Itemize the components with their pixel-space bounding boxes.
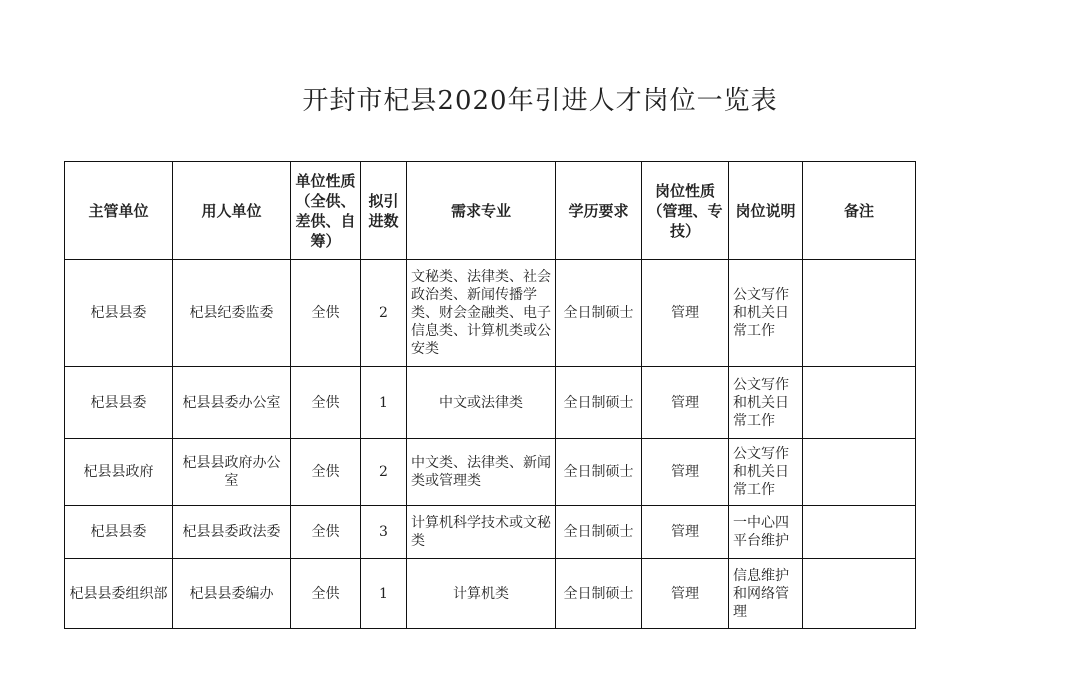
cell-note: [803, 439, 916, 506]
cell-count: 3: [361, 506, 407, 559]
cell-note: [803, 367, 916, 439]
cell-post-type: 管理: [642, 260, 729, 367]
header-supervisor: 主管单位: [65, 162, 173, 260]
cell-major: 计算机类: [407, 559, 556, 629]
cell-count: 1: [361, 367, 407, 439]
cell-note: [803, 559, 916, 629]
cell-major: 文秘类、法律类、社会政治类、新闻传播学类、财会金融类、电子信息类、计算机类或公安类: [407, 260, 556, 367]
table-row: [65, 559, 916, 629]
cell-count: 2: [361, 260, 407, 367]
cell-post-desc: 信息维护和网络管理: [729, 559, 803, 629]
cell-nature: 全供: [291, 559, 361, 629]
cell-major: 中文类、法律类、新闻类或管理类: [407, 439, 556, 506]
cell-nature: 全供: [291, 367, 361, 439]
cell-degree: 全日制硕士: [556, 506, 642, 559]
table-row: [65, 260, 916, 367]
cell-degree: 全日制硕士: [556, 439, 642, 506]
header-count: 拟引进数: [361, 162, 407, 260]
header-employer: 用人单位: [173, 162, 291, 260]
cell-employer: 杞县县委编办: [173, 559, 291, 629]
header-major: 需求专业: [407, 162, 556, 260]
cell-supervisor: 杞县县委组织部: [65, 559, 173, 629]
cell-employer: 杞县纪委监委: [173, 260, 291, 367]
cell-employer: 杞县县委办公室: [173, 367, 291, 439]
cell-post-desc: 公文写作和机关日常工作: [729, 260, 803, 367]
cell-post-type: 管理: [642, 559, 729, 629]
cell-supervisor: 杞县县政府: [65, 439, 173, 506]
cell-nature: 全供: [291, 260, 361, 367]
cell-degree: 全日制硕士: [556, 367, 642, 439]
cell-count: 1: [361, 559, 407, 629]
header-degree: 学历要求: [556, 162, 642, 260]
cell-supervisor: 杞县县委: [65, 506, 173, 559]
cell-degree: 全日制硕士: [556, 260, 642, 367]
cell-post-desc: 公文写作和机关日常工作: [729, 439, 803, 506]
table-row: [65, 439, 916, 506]
cell-major: 计算机科学技术或文秘类: [407, 506, 556, 559]
cell-nature: 全供: [291, 506, 361, 559]
header-note: 备注: [803, 162, 916, 260]
table-row: [65, 367, 916, 439]
cell-employer: 杞县县政府办公室: [173, 439, 291, 506]
cell-post-desc: 一中心四平台维护: [729, 506, 803, 559]
header-post-type: 岗位性质（管理、专技）: [642, 162, 729, 260]
table-row: [65, 506, 916, 559]
cell-degree: 全日制硕士: [556, 559, 642, 629]
header-unit-nature: 单位性质（全供、差供、自筹）: [291, 162, 361, 260]
cell-post-type: 管理: [642, 367, 729, 439]
cell-employer: 杞县县委政法委: [173, 506, 291, 559]
header-row: [65, 162, 916, 260]
cell-major: 中文或法律类: [407, 367, 556, 439]
header-post-desc: 岗位说明: [729, 162, 803, 260]
cell-post-desc: 公文写作和机关日常工作: [729, 367, 803, 439]
cell-post-type: 管理: [642, 506, 729, 559]
cell-supervisor: 杞县县委: [65, 260, 173, 367]
positions-table: [64, 161, 916, 629]
cell-post-type: 管理: [642, 439, 729, 506]
cell-supervisor: 杞县县委: [65, 367, 173, 439]
cell-note: [803, 260, 916, 367]
cell-count: 2: [361, 439, 407, 506]
cell-note: [803, 506, 916, 559]
page-title: 开封市杞县2020年引进人才岗位一览表: [302, 86, 778, 116]
cell-nature: 全供: [291, 439, 361, 506]
